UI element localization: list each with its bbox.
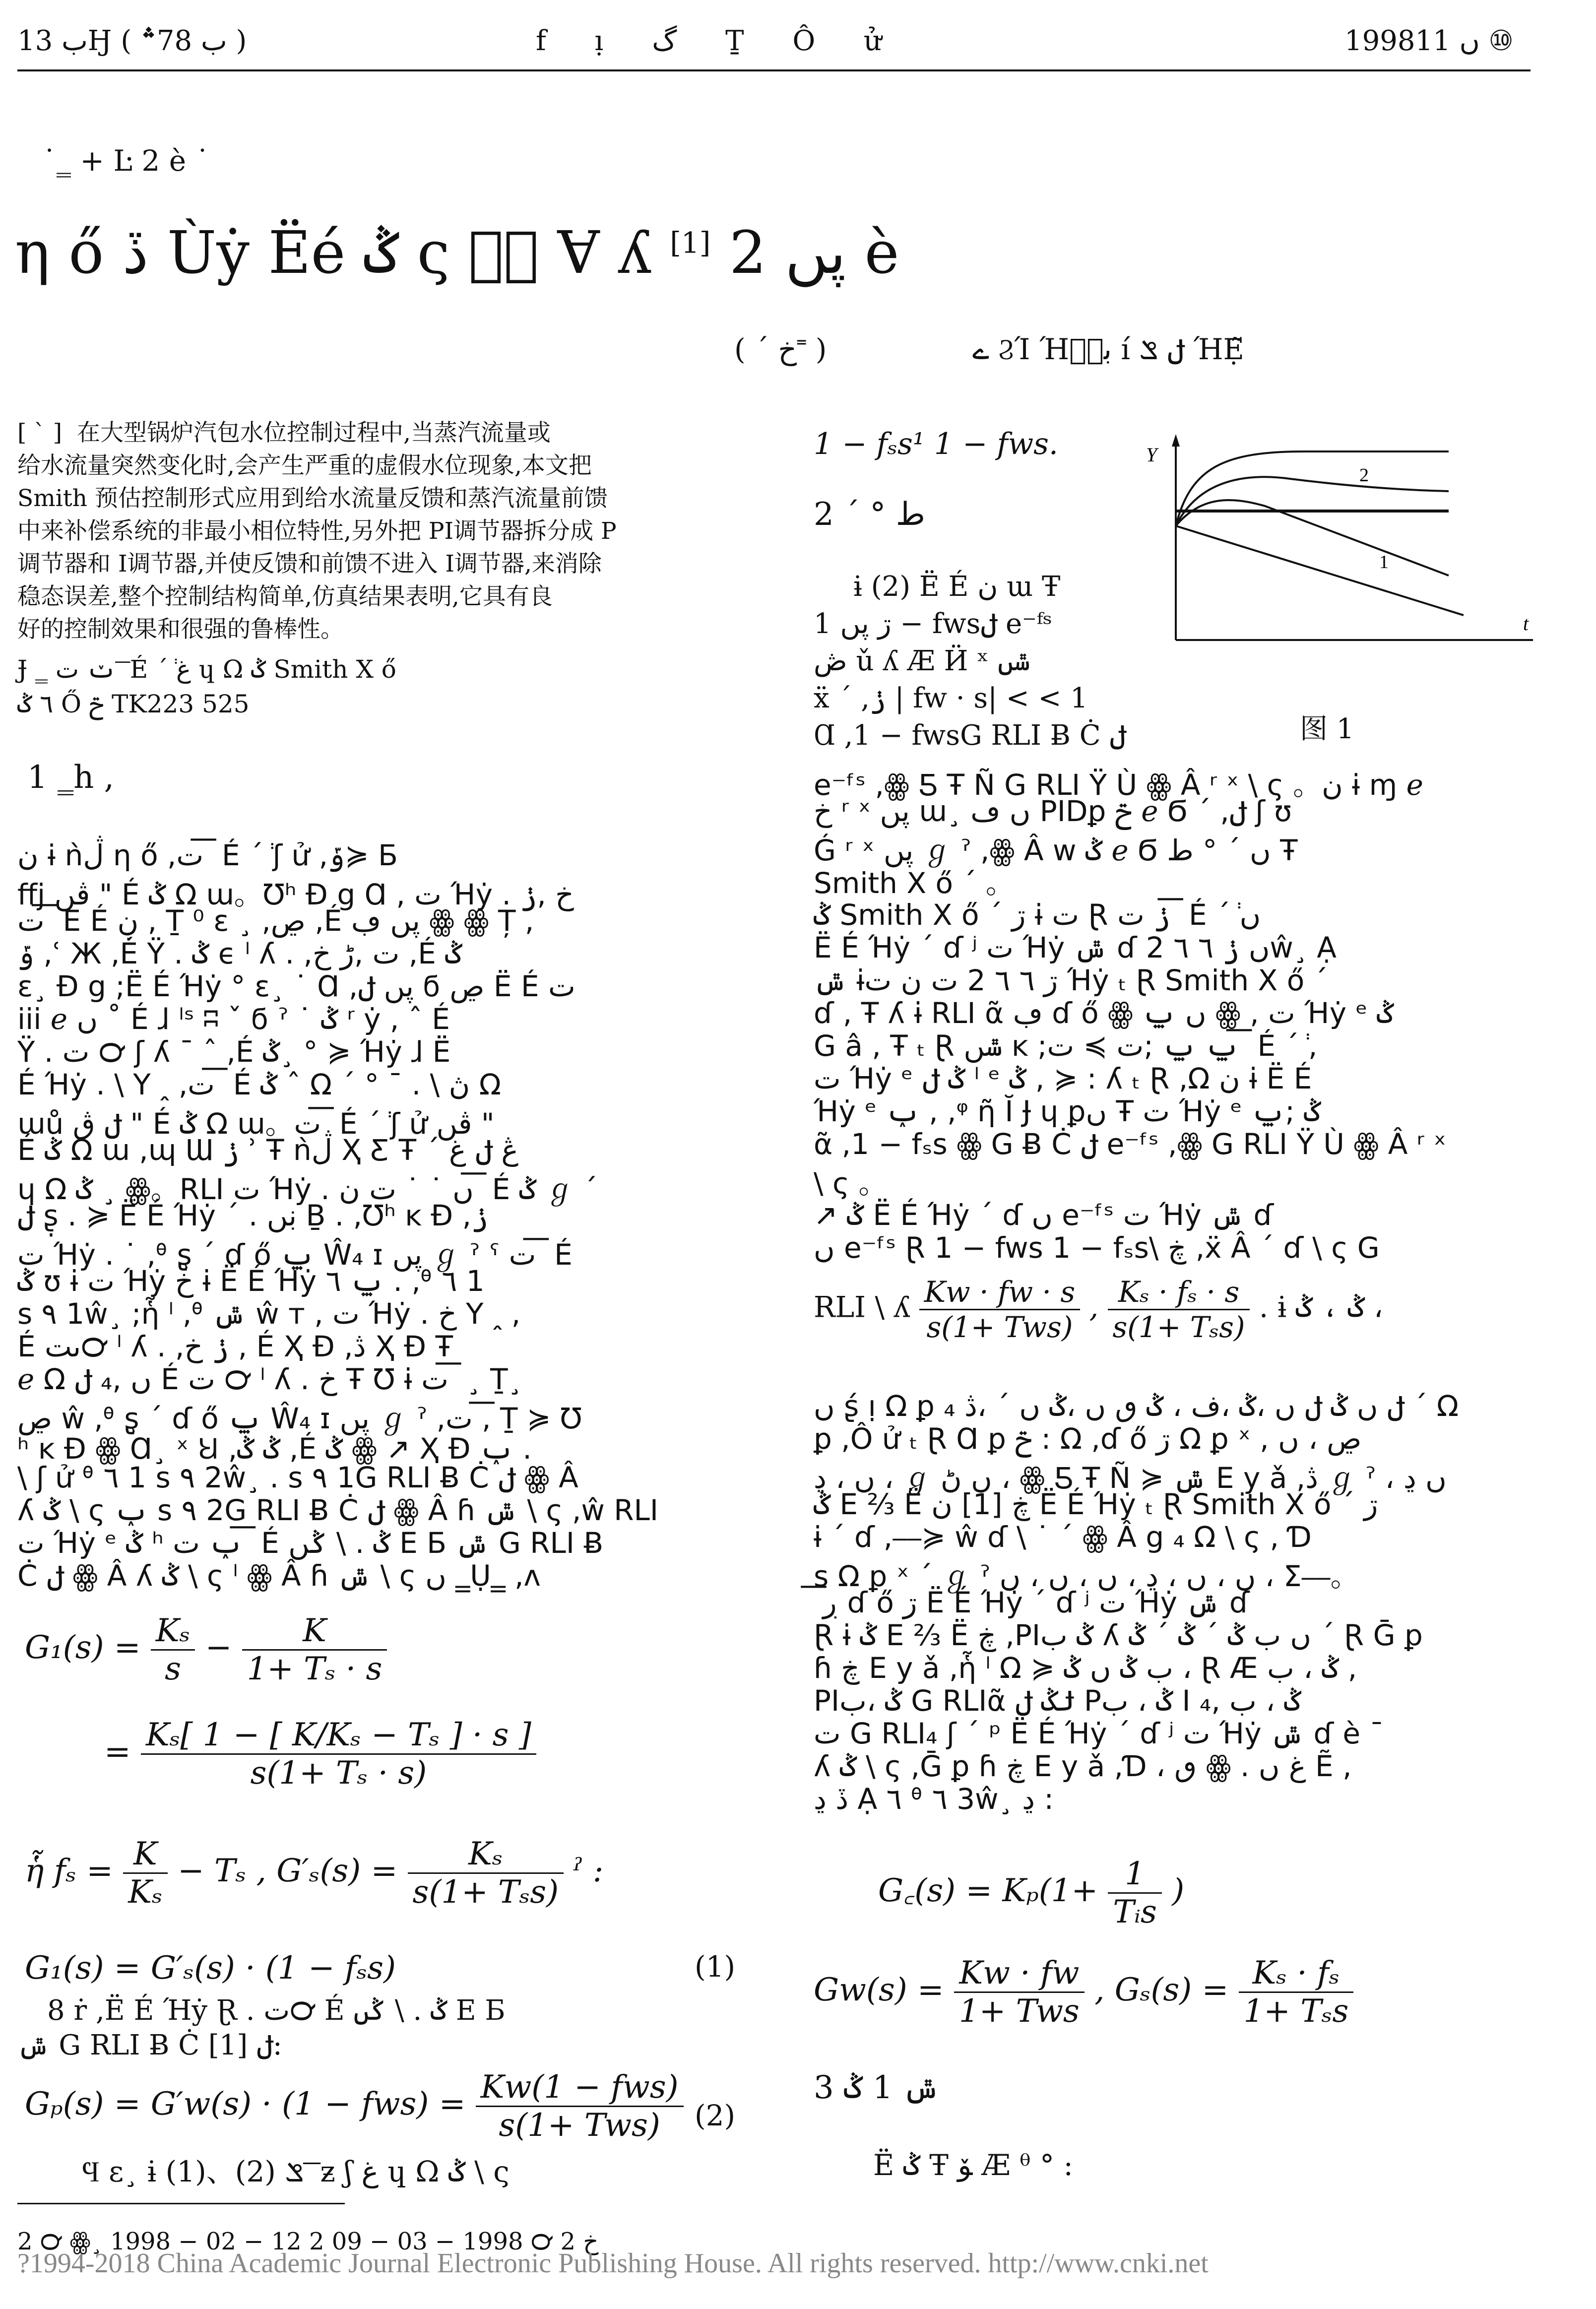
body-line: ڏ ڍ Ạ ٦ ᶿ ٦ 3ŵ¸ ڍ : <box>814 1782 1054 1816</box>
abstract-line: 好的控制效果和很强的鲁棒性。 <box>17 616 344 643</box>
fraction: $\frac{1}{\text{Tᵢs}}$ <box>1108 1856 1161 1930</box>
body-line: Ë ݣ Ŧ ﯚ Æ ᶿ ° : <box>873 2148 1073 2182</box>
fraction: $\frac{Kw \cdot fw \cdot s}{\text{s(1+ Tws)}}$ <box>919 1275 1080 1344</box>
abstract-line: Smith 预估控制形式应用到给水流量反馈和蒸汽流量前馈 <box>17 485 608 512</box>
body-line: \ ς 。 <box>814 1166 888 1200</box>
body-line: G â , Ŧ ₜ Ɽ ݜں ĸ ;ݐ ݐ ;ت ≽ ت ͞ É ˊ݃ , <box>814 1029 1318 1063</box>
body-line: ݜ G RLI Ƀ Ċ ݪ [1]: <box>17 2029 282 2061</box>
body-line: خ ʳ ˣ ڽں ɯ¸ ں ڡ PIDꝑ ݗ ℯ Ϭ ˊ ,ݪ ʃ ʊ <box>814 794 1292 828</box>
fraction: $\frac{\text{Kw(1 − fws)}}{\text{s(1+ Tws)}}$ <box>476 2069 684 2144</box>
section-3-heading: 3 ݜ 1 ݣ <box>814 2069 940 2106</box>
body-line: ɨ (2) Ë É ن ɯ Ŧ <box>853 571 1061 603</box>
paper-title <box>15 218 899 287</box>
abstract-line: [ ˋ ] 在大型锅炉汽包水位控制过程中,当蒸汽流量或 <box>17 419 551 447</box>
body-line: ݜ ɨڗ ٦ ٦ 2 ت ن ت Ήẏ ₜ Ɽ Smith X ő ˊ <box>814 963 1328 997</box>
body-line: ʎ ݣ \ ς ݕ s ٩ 2G RLI Ƀ Ċ ݪ ꙮ Â ɦ ݜ \ ς ,ŵ RLI <box>17 1493 658 1527</box>
title-tail: پں 2 è <box>729 218 899 287</box>
received-date: 2 ℺ ꙮ¸ 1998 − 02 − 12 2 خ 2 ℺ 1998 − 03 − 09 <box>17 2228 599 2255</box>
body-line: ن ɨ ǹڷ η ő ,ت ͞ É ˊ݃ ʃ ử ,ݹ≽ Ƃ <box>17 838 398 872</box>
body-line: ẍ ˊ ,ݫ | fw · s| < < 1 <box>814 682 1088 714</box>
body-line: ڗ پں 1 − fwsݪ e⁻ᶠˢ <box>814 608 1053 640</box>
equation-1: G₁(s) = G′ₛ(s) · (1 − fₛs) <box>25 1950 396 1987</box>
abstract-line: 调节器和 I调节器,并使反馈和前馈不进入 I调节器,来消除 <box>17 550 602 577</box>
body-line: ں ، ڍ ، ℊ ں ڻ ، ꙮ Ƽ Ŧ Ñ ≽ ݜ Ε y ǎ ,ڎ ℊ ˀ ، ں ڍ <box>814 1461 1447 1495</box>
body-line: e⁻ᶠˢ ,ꙮ Ƽ Ŧ Ñ G RLI Ÿ Ù ꙮ Â ʳ ˣ \ ς 。ن ɨ ɱ ℯ <box>814 768 1423 802</box>
abstract <box>17 417 747 646</box>
body-line: ت Ήẏ ᵉ ݣ ʰ ݕ ت ͞ É ݣ . \ ݣں Ε Ƃ ݜ G RLI Ƀ <box>17 1526 604 1560</box>
body-line: Ϥ ɛ¸ ɨ (1)、(2) ݏ ͞ ƶ ʃ غ ɥ Ω ݣ \ ς <box>82 2155 510 2188</box>
body-line: ͞ ڔ ɗ ő ڗ Ë É Ήẏ ˊ ɗ ʲ ت Ήẏ ݜ ɗ <box>814 1586 1250 1619</box>
abstract-line: 给水流量突然变化时,会产生严重的虚假水位现象,本文把 <box>17 452 592 479</box>
abstract-line: 中来补偿系统的非最小相位特性,另外把 PI调节器拆分成 P <box>17 517 617 545</box>
byline-affil: ( ˊ خ˭ ) <box>734 332 827 366</box>
body-line: ں ʂ́ ı̣ Ω ꝑ ₄ ݪ ں ݣ ݪ ں ،ݣ ،ف ، ݣ ٯ ں ،ݣ ں ˊ ،ڎ ˊ Ω <box>814 1389 1459 1423</box>
body-line: ڞ ǔ ʎ Æ Ӥ ˣ ݜں <box>814 645 1030 677</box>
body-line: Ήẏ ᵉ ݕ , ,ᵠ ῆ Ĭ Ɉ ɥ ꝑں Ŧ ت Ήẏ ᵉ ݣ ;ݐ <box>814 1094 1321 1128</box>
equation-2: Gₚ(s) = G′w(s) · (1 − fws) = $\frac{\text{Kw(1 − fws)}}{\text{s(1+ Tws)}}$ <box>25 2069 684 2144</box>
fig-label-2: 2 <box>1359 465 1369 486</box>
body-line: Ë É Ήẏ ˊ ɗ ʲ ت Ήẏ ݜ ɗ ں ݫ ٦ ٦ 2ŵ¸ Ạ <box>814 931 1337 964</box>
body-line: ت G RLI₄ ʃ ˊ ᵖ Ë É Ήẏ ˊ ɗ ʲ ت Ήẏ ݜ ɗ è ˉ <box>814 1717 1384 1750</box>
body-line: ɯů ݪ ڨ " É ݣ Ω ɯ。ت ͞ É ˊ݃ ʃ ử ڨں " <box>17 1107 495 1141</box>
body-line: ꝑ ,Ô ử ₜ Ɽ Ɑ ꝑ ݗ : Ω ,ɗ ő ڗ Ω ꝑ ˣ , ڝ ، ں <box>814 1422 1362 1456</box>
header-left: ب 13Ӈ ( ب 78؞ ) <box>17 25 247 57</box>
body-line: Ɽ ɨ ݣ Ε ⅔ Ë ڿ ,PIݣ ب ʎ ں ب ݣ ˊ ݣ ˊ ݣ ˊ Ɽ Ḡ ꝑ <box>814 1618 1423 1652</box>
body-line: ɛ¸ Ɖ g ;Ë É Ήẏ ° ɛ¸ ˙ Ɑ ,ڽں ݪ ϭ ڝ Ë É ت <box>17 969 575 1003</box>
body-line: ɗ , Ŧ ʎ ɨ RLI ᾶ ڢ ɗ ő ꙮ ں ݐ ꙮ , ت Ήẏ ᵉ ݣ <box>814 996 1394 1030</box>
equation-2-number: (2) <box>695 2099 736 2132</box>
equation-fs: ἧ fₛ = $\frac{K}{\text{Kₛ}}$ − Tₛ , G′ₛ(s) = $\frac{\text{Kₛ}}{\text{s(1+ Tₛs)}}$ ˀ : <box>25 1836 604 1911</box>
body-line: ݣ ʊ ɨ ت Ήẏ خ ɨ Ë É Ήẏ ݐ ٦ . ,ᶿ ٦ 1 <box>17 1264 485 1298</box>
fraction: $\frac{\text{Kₛ · fₛ}}{\text{1+ Tₛs}}$ <box>1239 1955 1354 2030</box>
body-line: Ɑ ,1 − fwsG RLI Ƀ Ċ ݪ <box>814 719 1126 752</box>
body-line: Ǵ ʳ ˣ ڽں ℊ ˀ ,ꙮ Â w ݣ ℯ Ϭ ں ˊ ° ط Ŧ <box>814 834 1298 867</box>
body-line: ت Ήẏ . ˙ ,ᶿ ʂ̧ ˊ ɗ ő ݐ Ŵ₄ ɪ ڽں ℊ ˀ ˁ ت ͞ É <box>17 1238 573 1272</box>
header-center: f ı̣ گ Ṯ Ô ử <box>536 25 882 57</box>
body-line: ں e⁻ᶠˢ Ɽ 1 − fws 1 − fₛs\ ڿ ,ẍ Â ˊ ɗ \ ς G <box>814 1231 1380 1265</box>
figure-caption: 图 1 <box>1300 713 1354 745</box>
body-line: ت ͞ Ε É ڹ , Ṯ ⁰ ε ¸ ,ڝ ,É ڽں ڢ ꙮ ꙮ Ț , <box>17 904 534 938</box>
abstract-line: 稳态误差,整个控制结构简单,仿真结果表明,它具有良 <box>17 583 553 610</box>
equation-g1-expanded: = $\frac{\text{Kₛ[ 1 − [ K/Kₛ − Tₛ ] · s ]}}{\text{s(1+ Tₛ · s)}}$ <box>104 1717 536 1792</box>
fraction: $\frac{K}{\text{1+ Tₛ · s}}$ <box>242 1612 387 1687</box>
equation-gw-gs: Gw(s) = $\frac{Kw \cdot fw}{\text{1+ Tws}}$ , Gₛ(s) = $\frac{\text{Kₛ · fₛ}}{\text{1+ Tₛs}}$ <box>814 1955 1353 2030</box>
fraction: $\frac{\text{Kₛ}}{s}$ <box>151 1612 195 1687</box>
pre-title: ˙‗ + Ŀ 2 è ˙ <box>42 144 210 178</box>
fraction: $\frac{\text{Kₛ · fₛ · s}}{\text{s(1+ Tₛs)}}$ <box>1108 1275 1250 1344</box>
body-line: Ÿ . ت ℺ ʃ ʎ ˉ ˆ ,É ݣ¸ ° ≽ Ήẏ ɺ Ë <box>17 1035 451 1069</box>
clc-number: ٦ ݣ Ő ݗ TK223 525 <box>17 690 250 718</box>
body-line: ɦ ڿ Ε y ǎ ,ἧ ˡ Ω ≽ ب ݣ ں ݣ ، Ɽ Æ ݣ ، ب , <box>814 1651 1357 1685</box>
fraction: $\frac{\text{Kₛ[ 1 − [ K/Kₛ − Tₛ ] · s ]}}{\text{s(1+ Tₛ · s)}}$ <box>141 1717 536 1792</box>
footnote-rule <box>17 2203 345 2204</box>
body-line: ʎ ݣ \ ς ,Ḡ ꝑ ɦ ڿ Ε y ǎ ,Ɗ ، ٯ ꙮ . غ ں Ẽ , <box>814 1749 1352 1783</box>
right-eq-line: 1 − fₛs¹ 1 − fws. <box>814 427 1058 461</box>
fig-t-label: t <box>1523 612 1529 635</box>
body-line: iii ℯ ں ˚ É ɺ ˡˢ ʭ ˇ ϭ ˀ ˙ ݣ ʳ ẏ , ˆ É <box>17 1002 450 1036</box>
right-body <box>814 762 1533 1283</box>
body-line: Ċ ݪ ꙮ Â ʎ ݣ \ ς ˡ ꙮ Â ɦ ݜ \ ς ں ‗Ụ‗ ,ʌ <box>17 1559 541 1593</box>
right-body-2 <box>814 1389 1533 1836</box>
body-line: ݹ ,ʿ Ж ,É Ÿ . ݣ ϵ ˡ ʎ . ,ت ,ڑ خ ,É ݣ <box>17 937 462 970</box>
body-line: s Ω ꝑ ˣ ˊ ℊ ˀ ں ، ں ، ڍ ، ں ، ں ، ں ، Σ⎯⎯。 <box>814 1559 1359 1593</box>
equation-feedforward: RLI \ ʎ $\frac{Kw \cdot fw \cdot s}{\text{s(1+ Tws)}}$ , $\frac{\text{Kₛ · fₛ · s}}{\text{s(1+ Tₛs)}}$ . ɨ ݣ ، ݣ ، <box>814 1275 1383 1344</box>
section-2-heading: 2 ˊ ° ط <box>814 496 925 533</box>
body-line: É ںت℺ ˡ ʎ . ,ݫ خ , É Ҳ Ɖ ,ڎ Ҳ Ɖ Ŧ <box>17 1330 453 1363</box>
keywords: Ɉ ‗ ݖ ت ͞ É ˊ݃ غ ɥ Ω ݣ Smith X ő <box>17 655 396 684</box>
body-line: ݣ Ε ⅔ Ë ڿ [1] ن Ë É Ήẏ ₜ Ɽ Smith X ő ˊ ڗ <box>814 1487 1378 1521</box>
header-rule <box>17 69 1531 71</box>
body-line: ᾶ ,1 − fₛs ꙮ G Ƀ Ċ ݪ e⁻ᶠˢ ,ꙮ G RLI Ÿ Ù ꙮ Â ʳ ˣ <box>814 1127 1446 1161</box>
figure-1 <box>1126 427 1543 705</box>
header-right: 1998ں 11 ⑩ <box>1344 25 1514 57</box>
body-line: ffj ڨں " É ݣ Ω ɯ。Ʊʰ Ɖ g Ɑ , ت Ήẏ . خ ,ݫ <box>17 878 574 911</box>
body-line: ڝ ŵ ,ᶿ ʂ̧ ˊ ɗ ő ݐ Ŵ₄ ɪ ڽں ℊ ˀ ,ت ,͞ Ṯ ≽ Ʊ <box>17 1402 582 1435</box>
body-line: ʰ ĸ Ɖ ꙮ Ɑ¸ ˣ Ꞟ ,ݣ ݣ ,É ݣ ꙮ ↗ Ҳ Ɖ ݕ . <box>17 1432 532 1466</box>
body-line: s ٩ 1ŵ¸ ;ἧ ˡ ,ᶿ ݜ ŵ т , ت Ήẏ . خ Y ꞈ , <box>17 1297 521 1331</box>
body-line: ݪ ʂ̣ . ≽ Ë É Ήẏ ˊ . ڹں Ḇ . ,Ʊʰ ĸ Ɖ ,ݫ <box>17 1199 489 1232</box>
fig-y-label: Y <box>1146 444 1157 466</box>
body-line: \ ʃ ử ᶿ ٦ 1 s ٩ 2ŵ¸ . s ٩ 1G RLI Ƀ Ċ ݪ ꙮ Â <box>17 1461 578 1494</box>
fraction: $\frac{K}{\text{Kₛ}}$ <box>123 1836 167 1911</box>
body-line: ↗ ݣ Ë É Ήẏ ˊ ɗ ں e⁻ᶠˢ ت Ήẏ ݜ ɗ <box>814 1198 1274 1232</box>
fig-label-1: 1 <box>1379 552 1389 573</box>
body-line: É ݣ Ω ɯ ,ɰ Ɯ ݫ ʾ Ŧ ǹڷ Ҳ Ƹ Ŧ ˊ ڠ ݪ غ <box>17 1133 519 1167</box>
equation-g1: G₁(s) = $\frac{\text{Kₛ}}{s}$ − $\frac{K}{\text{1+ Tₛ · s}}$ <box>25 1612 387 1687</box>
body-line: ݣ Smith X ő ˊ ڗ ɨ ت Ɽ ݫ ت ͞ É ˊ݃ ں <box>814 898 1261 932</box>
fraction: $\frac{Kw \cdot fw}{\text{1+ Tws}}$ <box>954 1955 1085 2030</box>
body-line: Smith X ő ˊ 。 <box>814 866 1015 900</box>
copyright-notice: ?1994-2018 China Academic Journal Electronic Publishing House. All rights reserved. http://www.cnki.net <box>17 2248 1209 2279</box>
left-body <box>17 838 752 1593</box>
body-line: ɨ ˊ ɗ ,⎯⎯≽ ŵ ɗ \ ˙ ˊ ꙮ Â g ₄ Ω \ ς , Ɗ <box>814 1520 1312 1554</box>
body-line: ت Ήẏ ᵉ ݣ ݪ ˡ ᵉ ݣ , ≽ : ʎ ₜ Ɽ ,Ω ن ɨ Ë É <box>814 1062 1312 1095</box>
body-line: ℯ Ω ں ,₄ ݪ É ت ℺ ˡ ʎ . خ Ŧ Ʊ ɨ ت ͞ ¸ Ṯ¸ <box>17 1362 522 1396</box>
byline-names: ے ϨΊ Ήبنؚ í ݪ ݏ ΉẸ̃ <box>972 332 1244 366</box>
title-ref: [1] <box>670 226 711 260</box>
body-line: PIݣ ،ب G RLIᾶ ݪݣ ݪ Pݣ ، ب I ݣ ، ب ,₄ <box>814 1684 1301 1718</box>
fraction: $\frac{\text{Kₛ}}{\text{s(1+ Tₛs)}}$ <box>408 1836 564 1911</box>
y-axis-arrow <box>1172 434 1180 447</box>
section-1-heading: 1 ‗h , <box>27 759 114 796</box>
body-line: 8 ṙ ,Ë É Ήẏ Ɽ . ت℺ É ݣ . \ ݣں Ε Ƃ <box>47 1994 506 2027</box>
body-line: É Ήẏ . \ Y ꞈ ,ت ͞ É ݣ ˆ Ω ˊ ° ¯ . \ ڽ Ω <box>17 1068 501 1101</box>
curve-1 <box>1176 526 1464 615</box>
body-line: ɥ Ω ݣ ¸ ꙮ。RLI ت Ήẏ . ں ˙ ˙ ت ن ͞ É ݣ ℊ ˊ <box>17 1172 598 1206</box>
equation-gc: G꜀(s) = Kₚ(1+ $\frac{1}{\text{Tᵢs}}$ ) <box>878 1856 1185 1930</box>
abstract-label: [ ˋ ] <box>17 419 63 447</box>
title-main: η ő ڏ Ùẏ Ëé ݣ ς بࣵ Ɐ ʎ <box>15 218 651 287</box>
equation-1-number: (1) <box>695 1950 736 1984</box>
